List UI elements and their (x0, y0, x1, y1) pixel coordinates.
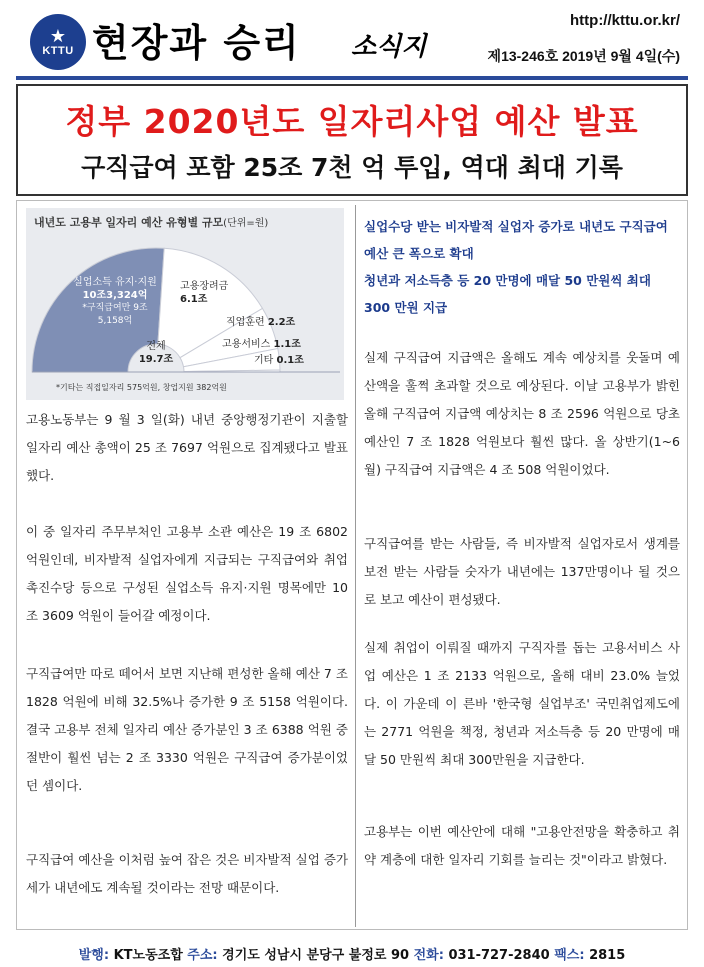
kttu-logo (30, 14, 86, 70)
masthead-rule (16, 76, 688, 80)
right-paragraph-1: 실제 구직급여 지급액은 올해도 계속 예상치를 웃돌며 예산액을 훌쩍 초과할 것으로 예상된다. 이날 고용부가 밝힌 올해 구직급여 지급액 예상치는 8 조 2596 억원으로 당초 예산인 7 조 1828 억원보다 훨씬 많다. 올 상반기(1~6 월) 구직급여 지급액은 4 조 508 억원이었다. (364, 350, 680, 477)
slice-value-service: 1.1조 (273, 339, 301, 350)
footer-phone: 031-727-2840 (448, 948, 550, 963)
chart-title-text: 내년도 고용부 일자리 예산 유형별 규모 (34, 216, 224, 229)
right-lead (364, 213, 680, 321)
column-divider (355, 205, 356, 927)
footer-publisher: KT노동조합 (113, 948, 183, 963)
slice-value-etc: 0.1조 (276, 355, 304, 366)
slice-name-service: 고용서비스 (222, 339, 271, 350)
total-value: 19.7조 (138, 354, 174, 365)
newsletter-brand: 현장과 승리 (92, 20, 301, 65)
chart-unit: (단위=원) (223, 218, 269, 229)
footer-fax-label: 팩스: (554, 948, 585, 963)
right-paragraph-2: 구직급여를 받는 사람들, 즉 비자발적 실업자로서 생계를 보전 받는 사람들 숫자가 내년에는 137만명이나 될 것으로 보고 예산이 편성됐다. (364, 536, 680, 607)
slice-value-training: 2.2조 (267, 317, 296, 328)
slice-label-unemployment (70, 276, 160, 328)
issue-info: 제13-246호 2019년 9월 4일(수) (487, 48, 680, 64)
footer-address: 경기도 성남시 분당구 불정로 90 (222, 948, 410, 963)
subheadline: 구직급여 포함 25조 7천 억 투입, 역대 최대 기록 (81, 153, 623, 182)
right-lead-line-2: 청년과 저소득층 등 20 만명에 매달 50 만원씩 최대 300 만원 지급 (364, 273, 651, 315)
right-paragraph-3: 실제 취업이 이뤄질 때까지 구직자를 돕는 고용서비스 사업 예산은 1 조 2133 억원으로, 올해 대비 23.0% 늘었다. 이 가운데 이 른바 '한국형 실업부조' 국민취업제도에는 2771 억원을 책정, 청년과 저소득층 등 20 만명에 매달 50 만원씩 최대 300만원을 지급한다. (364, 640, 680, 767)
slice-label-training (226, 316, 336, 329)
budget-chart (26, 208, 344, 400)
footer (0, 944, 704, 963)
star-icon: ★ (49, 26, 67, 46)
slice-sub-unemployment: *구직급여만 9조5,158억 (82, 303, 148, 326)
left-paragraph-4: 구직급여 예산을 이처럼 높여 잡은 것은 비자발적 실업 증가세가 내년에도 계속될 것이라는 전망 때문이다. (26, 852, 348, 895)
slice-label-etc (254, 354, 334, 367)
right-paragraph-4: 고용부는 이번 예산안에 대해 "고용안전망을 확충하고 취약 계층에 대한 일자리 기회를 늘리는 것"이라고 밝혔다. (364, 824, 680, 867)
slice-label-subsidy (180, 280, 250, 306)
masthead (16, 10, 688, 72)
headline-box (16, 84, 688, 196)
total-label-text: 전체 (146, 341, 166, 352)
slice-name-subsidy: 고용장려금 (180, 281, 229, 292)
right-lead-line-1: 실업수당 받는 비자발적 실업자 증가로 내년도 구직급여 예산 큰 폭으로 확대 (364, 219, 668, 261)
left-paragraph-2: 이 중 일자리 주무부처인 고용부 소관 예산은 19 조 6802 억원인데, 비자발적 실업자에게 지급되는 구직급여와 취업촉진수당 등으로 구성된 실업소득 유지·지원 명목에만 10 조 3609 억원이 들어갈 예정이다. (26, 524, 348, 623)
chart-title (34, 214, 268, 230)
footer-phone-label: 전화: (413, 948, 444, 963)
footer-fax: 2815 (589, 948, 626, 963)
logo-text: KTTU (42, 45, 74, 57)
slice-value-subsidy: 6.1조 (180, 294, 208, 305)
footer-publisher-label: 발행: (78, 948, 110, 963)
left-paragraph-3: 구직급여만 따로 떼어서 보면 지난해 편성한 올해 예산 7 조 1828 억원에 비해 32.5%나 증가한 9 조 5158 억원이다. 결국 고용부 전체 일자리 예산 증가분인 3 조 6388 억원 중 절반이 훨씬 넘는 2 조 3330 억원은 구직급여 증가분이었던 셈이다. (26, 666, 348, 793)
slice-name-training: 직업훈련 (226, 317, 265, 328)
footer-address-label: 주소: (187, 948, 218, 963)
slice-value-unemployment: 10조3,324억 (82, 290, 148, 301)
site-url[interactable]: http://kttu.or.kr/ (570, 12, 680, 29)
chart-note: *기타는 직접일자리 575억원, 창업지원 382억원 (56, 383, 227, 392)
left-paragraph-1: 고용노동부는 9 월 3 일(화) 내년 중앙행정기관이 지출할 일자리 예산 총액이 25 조 7697 억원으로 집계됐다고 발표했다. (26, 412, 348, 483)
total-label (132, 340, 180, 366)
slice-label-service (222, 338, 336, 351)
headline: 정부 2020년도 일자리사업 예산 발표 (65, 102, 639, 141)
newsletter-brand-sub: 소식지 (351, 32, 427, 62)
slice-name-unemployment: 실업소득 유지·지원 (73, 277, 157, 288)
slice-name-etc: 기타 (254, 355, 274, 366)
